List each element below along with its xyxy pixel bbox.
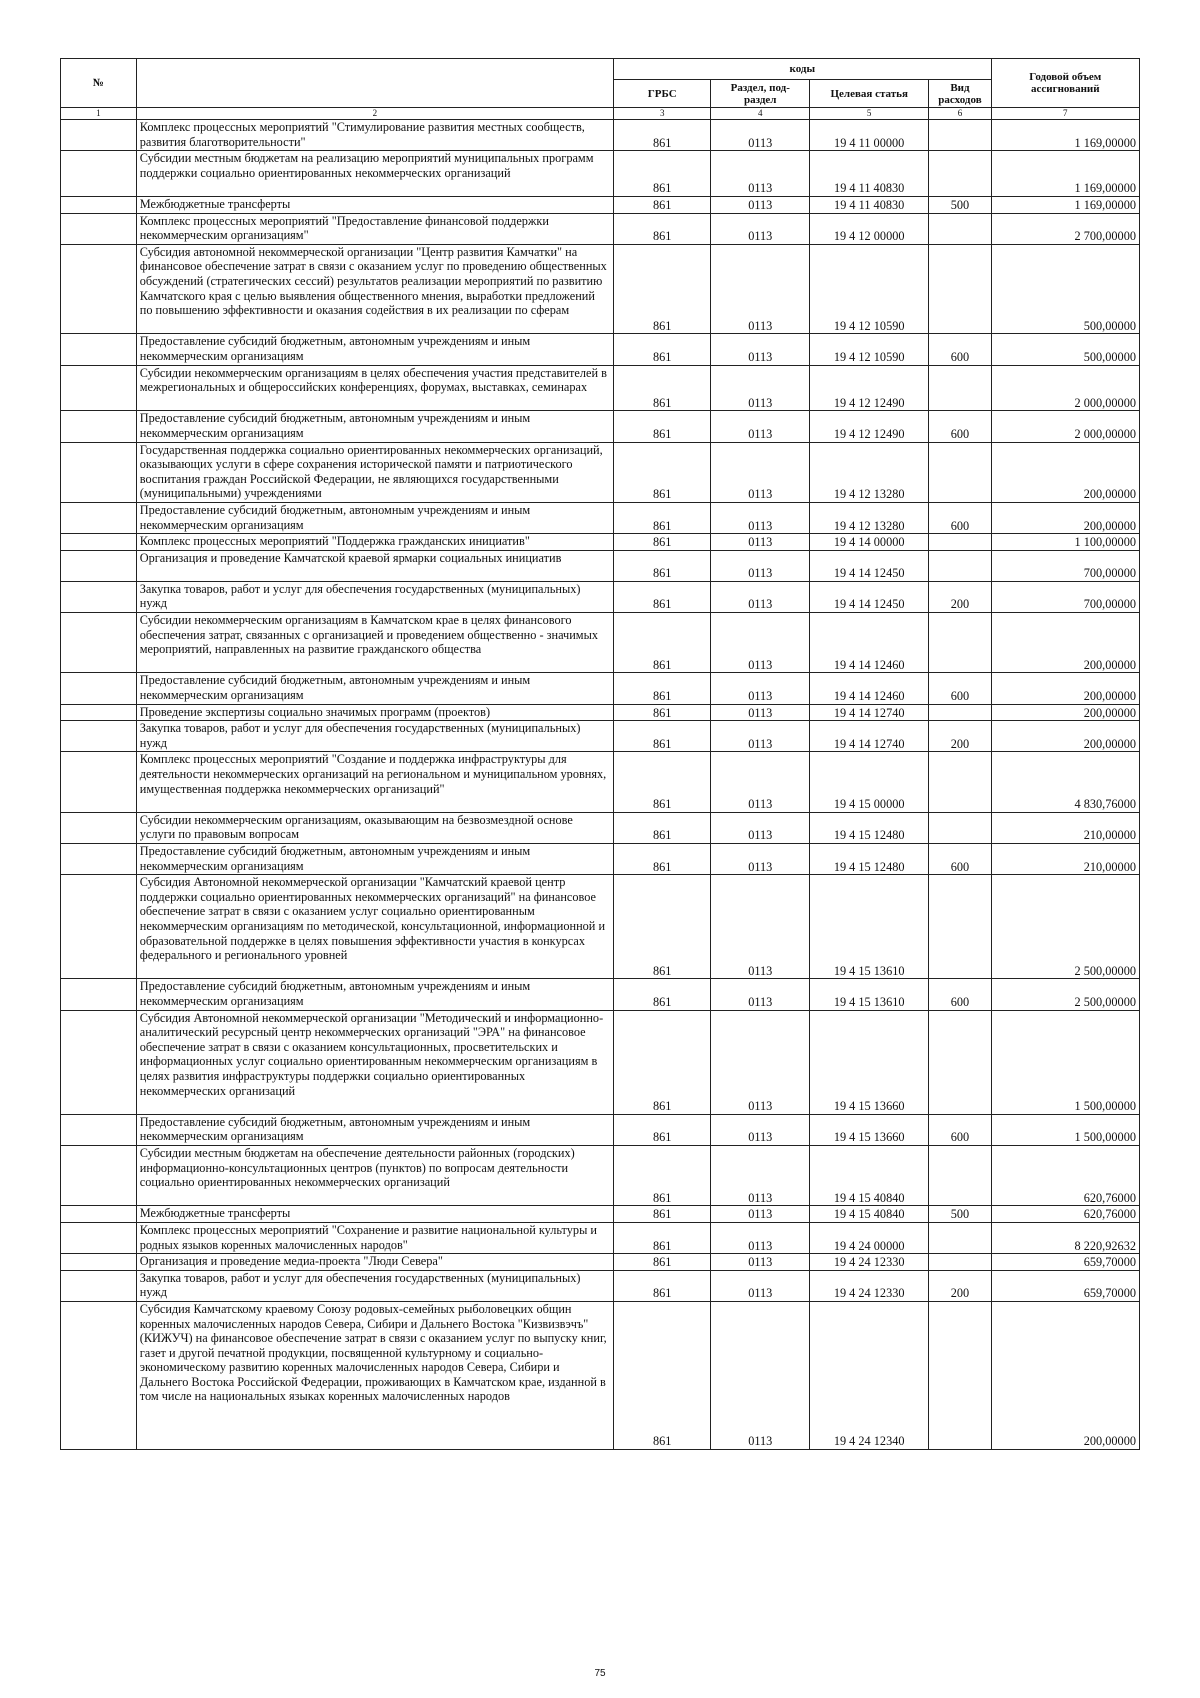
section-code-cell: 0113 (711, 151, 810, 197)
expense-type-cell (929, 442, 991, 502)
table-row (61, 875, 1140, 979)
section-code-cell: 0113 (711, 442, 810, 502)
row-number-cell (61, 334, 137, 365)
target-code-cell: 19 4 15 40840 (810, 1145, 929, 1205)
section-code-cell: 0113 (711, 1206, 810, 1223)
expense-type-cell (929, 244, 991, 334)
table-row (61, 1270, 1140, 1301)
target-code-cell: 19 4 11 00000 (810, 120, 929, 151)
header-section: Раздел, под-раздел (711, 80, 810, 108)
section-code-cell: 0113 (711, 1222, 810, 1253)
table-row (61, 1010, 1140, 1114)
grbs-code-cell: 861 (613, 1010, 711, 1114)
grbs-code-cell: 861 (613, 979, 711, 1010)
target-code-cell: 19 4 14 12460 (810, 673, 929, 704)
grbs-code-cell: 861 (613, 673, 711, 704)
expense-type-cell: 500 (929, 196, 991, 213)
table-row (61, 1222, 1140, 1253)
row-name-cell: Закупка товаров, работ и услуг для обеспечения государственных (муниципальных) нужд (136, 721, 613, 752)
column-number: 4 (711, 108, 810, 120)
target-code-cell: 19 4 14 12450 (810, 550, 929, 581)
row-name-cell: Межбюджетные трансферты (136, 1206, 613, 1223)
target-code-cell: 19 4 12 13280 (810, 502, 929, 533)
expense-type-cell: 200 (929, 581, 991, 612)
amount-cell: 210,00000 (991, 844, 1139, 875)
amount-cell: 200,00000 (991, 704, 1139, 721)
section-code-cell: 0113 (711, 244, 810, 334)
amount-cell: 1 169,00000 (991, 120, 1139, 151)
table-row (61, 752, 1140, 812)
section-code-cell: 0113 (711, 213, 810, 244)
expense-type-cell: 600 (929, 844, 991, 875)
target-code-cell: 19 4 15 00000 (810, 752, 929, 812)
amount-cell: 200,00000 (991, 613, 1139, 673)
row-name-cell: Предоставление субсидий бюджетным, автономным учреждениям и иным некоммерческим организациям (136, 334, 613, 365)
table-row (61, 550, 1140, 581)
page-number: 75 (594, 1668, 606, 1679)
section-code-cell: 0113 (711, 334, 810, 365)
row-number-cell (61, 1301, 137, 1449)
column-number: 1 (61, 108, 137, 120)
grbs-code-cell: 861 (613, 812, 711, 843)
grbs-code-cell: 861 (613, 613, 711, 673)
amount-cell: 620,76000 (991, 1145, 1139, 1205)
row-name-cell: Государственная поддержка социально ориентированных некоммерческих организаций, оказывающих услуги в сфере сохранения исторической памяти и патриотического воспитания граждан Российской Федерации, не являющихся государственными (муниципальными) учреждениями (136, 442, 613, 502)
row-number-cell (61, 365, 137, 411)
row-number-cell (61, 613, 137, 673)
target-code-cell: 19 4 12 12490 (810, 365, 929, 411)
row-name-cell: Субсидия автономной некоммерческой организации "Центр развития Камчатки" на финансовое обеспечение затрат в связи с оказанием услуг по проведению общественных обсуждений (стратегических сессий) результатов реализации мероприятий по развитию Камчатского края с целью выявления общественного мнения, выработки предложений по повышению эффективности и оказания содействия в их реализации по сферам (136, 244, 613, 334)
amount-cell: 200,00000 (991, 502, 1139, 533)
budget-table (60, 58, 1140, 1450)
amount-cell: 2 500,00000 (991, 979, 1139, 1010)
column-number: 5 (810, 108, 929, 120)
grbs-code-cell: 861 (613, 581, 711, 612)
row-number-cell (61, 752, 137, 812)
amount-cell: 1 500,00000 (991, 1114, 1139, 1145)
grbs-code-cell: 861 (613, 704, 711, 721)
amount-cell: 8 220,92632 (991, 1222, 1139, 1253)
target-code-cell: 19 4 15 13610 (810, 875, 929, 979)
row-number-cell (61, 1145, 137, 1205)
section-code-cell: 0113 (711, 1145, 810, 1205)
section-code-cell: 0113 (711, 1010, 810, 1114)
table-row (61, 844, 1140, 875)
target-code-cell: 19 4 24 12330 (810, 1270, 929, 1301)
grbs-code-cell: 861 (613, 244, 711, 334)
amount-cell: 1 500,00000 (991, 1010, 1139, 1114)
expense-type-cell: 600 (929, 979, 991, 1010)
grbs-code-cell: 861 (613, 550, 711, 581)
row-name-cell: Предоставление субсидий бюджетным, автономным учреждениям и иным некоммерческим организациям (136, 502, 613, 533)
section-code-cell: 0113 (711, 1270, 810, 1301)
row-number-cell (61, 213, 137, 244)
header-grbs: ГРБС (613, 80, 711, 108)
grbs-code-cell: 861 (613, 411, 711, 442)
row-number-cell (61, 979, 137, 1010)
row-number-cell (61, 196, 137, 213)
amount-cell: 200,00000 (991, 721, 1139, 752)
table-row (61, 673, 1140, 704)
grbs-code-cell: 861 (613, 213, 711, 244)
table-row (61, 534, 1140, 551)
column-number: 2 (136, 108, 613, 120)
row-name-cell: Субсидии некоммерческим организациям, оказывающим на безвозмездной основе услуги по правовым вопросам (136, 812, 613, 843)
target-code-cell: 19 4 24 12340 (810, 1301, 929, 1449)
target-code-cell: 19 4 12 10590 (810, 244, 929, 334)
column-number-row (61, 108, 1140, 120)
section-code-cell: 0113 (711, 534, 810, 551)
target-code-cell: 19 4 12 00000 (810, 213, 929, 244)
row-number-cell (61, 1222, 137, 1253)
row-name-cell: Субсидия Автономной некоммерческой организации "Методический и информационно-аналитический ресурсный центр некоммерческих организаций "ЭРА" на финансовое обеспечение затрат в связи с оказанием консультационных, просветительских и информационных услуг социально ориентированным некоммерческим организациям в целях развития инфраструктуры поддержки социально ориентированных некоммерческих организаций (136, 1010, 613, 1114)
amount-cell: 620,76000 (991, 1206, 1139, 1223)
table-row (61, 120, 1140, 151)
section-code-cell: 0113 (711, 581, 810, 612)
section-code-cell: 0113 (711, 120, 810, 151)
target-code-cell: 19 4 12 12490 (810, 411, 929, 442)
grbs-code-cell: 861 (613, 875, 711, 979)
grbs-code-cell: 861 (613, 1222, 711, 1253)
row-name-cell: Предоставление субсидий бюджетным, автономным учреждениям и иным некоммерческим организациям (136, 844, 613, 875)
row-name-cell: Субсидии некоммерческим организациям в Камчатском крае в целях финансового обеспечения затрат, связанных с организацией и проведением общественно - значимых мероприятий, направленных на развитие гражданского общества (136, 613, 613, 673)
row-number-cell (61, 550, 137, 581)
expense-type-cell (929, 534, 991, 551)
header-type: Вид расходов (929, 80, 991, 108)
section-code-cell: 0113 (711, 502, 810, 533)
row-number-cell (61, 1270, 137, 1301)
table-row (61, 365, 1140, 411)
table-row (61, 151, 1140, 197)
expense-type-cell: 600 (929, 1114, 991, 1145)
row-number-cell (61, 1114, 137, 1145)
expense-type-cell: 600 (929, 673, 991, 704)
row-number-cell (61, 1254, 137, 1271)
section-code-cell: 0113 (711, 1301, 810, 1449)
section-code-cell: 0113 (711, 812, 810, 843)
row-name-cell: Комплекс процессных мероприятий "Предоставление финансовой поддержки некоммерческим организациям" (136, 213, 613, 244)
expense-type-cell (929, 752, 991, 812)
target-code-cell: 19 4 14 00000 (810, 534, 929, 551)
section-code-cell: 0113 (711, 1254, 810, 1271)
target-code-cell: 19 4 14 12450 (810, 581, 929, 612)
table-row (61, 812, 1140, 843)
row-name-cell: Субсидии местным бюджетам на обеспечение деятельности районных (городских) информационно-консультационных центров (пунктов) по вопросам деятельности социально ориентированных некоммерческих организаций (136, 1145, 613, 1205)
expense-type-cell: 600 (929, 334, 991, 365)
table-row (61, 213, 1140, 244)
header-target: Целевая статья (810, 80, 929, 108)
row-number-cell (61, 875, 137, 979)
table-row (61, 979, 1140, 1010)
expense-type-cell (929, 812, 991, 843)
table-row (61, 334, 1140, 365)
expense-type-cell (929, 550, 991, 581)
grbs-code-cell: 861 (613, 1270, 711, 1301)
grbs-code-cell: 861 (613, 365, 711, 411)
grbs-code-cell: 861 (613, 1301, 711, 1449)
grbs-code-cell: 861 (613, 502, 711, 533)
header-amount: Годовой объем ассигнований (991, 59, 1139, 108)
row-number-cell (61, 1010, 137, 1114)
section-code-cell: 0113 (711, 752, 810, 812)
amount-cell: 500,00000 (991, 244, 1139, 334)
expense-type-cell: 200 (929, 721, 991, 752)
table-row (61, 442, 1140, 502)
row-number-cell (61, 844, 137, 875)
amount-cell: 200,00000 (991, 673, 1139, 704)
row-name-cell: Комплекс процессных мероприятий "Поддержка гражданских инициатив" (136, 534, 613, 551)
row-number-cell (61, 411, 137, 442)
row-number-cell (61, 442, 137, 502)
grbs-code-cell: 861 (613, 1114, 711, 1145)
expense-type-cell (929, 365, 991, 411)
target-code-cell: 19 4 24 12330 (810, 1254, 929, 1271)
table-body (61, 120, 1140, 1450)
section-code-cell: 0113 (711, 613, 810, 673)
target-code-cell: 19 4 11 40830 (810, 196, 929, 213)
row-name-cell: Субсидии некоммерческим организациям в целях обеспечения участия представителей в межрегиональных и общероссийских конференциях, форумах, выставках, семинарах (136, 365, 613, 411)
expense-type-cell (929, 120, 991, 151)
table-row (61, 1145, 1140, 1205)
row-name-cell: Субсидии местным бюджетам на реализацию мероприятий муниципальных программ поддержки социально ориентированных некоммерческих организаций (136, 151, 613, 197)
row-number-cell (61, 534, 137, 551)
header-codes: коды (613, 59, 991, 80)
table-row (61, 1254, 1140, 1271)
grbs-code-cell: 861 (613, 721, 711, 752)
row-name-cell: Комплекс процессных мероприятий "Создание и поддержка инфраструктуры для деятельности некоммерческих организаций на региональном и муниципальном уровнях, имущественная поддержка некоммерческих организаций" (136, 752, 613, 812)
row-number-cell (61, 581, 137, 612)
table-row (61, 721, 1140, 752)
row-name-cell: Предоставление субсидий бюджетным, автономным учреждениям и иным некоммерческим организациям (136, 411, 613, 442)
grbs-code-cell: 861 (613, 1145, 711, 1205)
row-name-cell: Предоставление субсидий бюджетным, автономным учреждениям и иным некоммерческим организациям (136, 979, 613, 1010)
amount-cell: 500,00000 (991, 334, 1139, 365)
target-code-cell: 19 4 14 12460 (810, 613, 929, 673)
expense-type-cell (929, 1301, 991, 1449)
table-row (61, 613, 1140, 673)
section-code-cell: 0113 (711, 673, 810, 704)
amount-cell: 1 169,00000 (991, 196, 1139, 213)
expense-type-cell (929, 875, 991, 979)
section-code-cell: 0113 (711, 365, 810, 411)
grbs-code-cell: 861 (613, 442, 711, 502)
amount-cell: 200,00000 (991, 442, 1139, 502)
target-code-cell: 19 4 15 13660 (810, 1010, 929, 1114)
row-number-cell (61, 1206, 137, 1223)
amount-cell: 2 700,00000 (991, 213, 1139, 244)
target-code-cell: 19 4 12 10590 (810, 334, 929, 365)
row-name-cell: Предоставление субсидий бюджетным, автономным учреждениям и иным некоммерческим организациям (136, 673, 613, 704)
section-code-cell: 0113 (711, 844, 810, 875)
amount-cell: 1 169,00000 (991, 151, 1139, 197)
table-row (61, 196, 1140, 213)
column-number: 6 (929, 108, 991, 120)
grbs-code-cell: 861 (613, 334, 711, 365)
grbs-code-cell: 861 (613, 196, 711, 213)
expense-type-cell: 200 (929, 1270, 991, 1301)
row-number-cell (61, 812, 137, 843)
target-code-cell: 19 4 14 12740 (810, 721, 929, 752)
expense-type-cell (929, 704, 991, 721)
amount-cell: 200,00000 (991, 1301, 1139, 1449)
expense-type-cell: 600 (929, 502, 991, 533)
grbs-code-cell: 861 (613, 151, 711, 197)
amount-cell: 2 000,00000 (991, 411, 1139, 442)
amount-cell: 659,70000 (991, 1270, 1139, 1301)
row-number-cell (61, 120, 137, 151)
column-number: 3 (613, 108, 711, 120)
row-name-cell: Организация и проведение Камчатской краевой ярмарки социальных инициатив (136, 550, 613, 581)
target-code-cell: 19 4 24 00000 (810, 1222, 929, 1253)
row-name-cell: Комплекс процессных мероприятий "Сохранение и развитие национальной культуры и родных языков коренных малочисленных народов" (136, 1222, 613, 1253)
table-row (61, 411, 1140, 442)
grbs-code-cell: 861 (613, 534, 711, 551)
row-name-cell: Проведение экспертизы социально значимых программ (проектов) (136, 704, 613, 721)
amount-cell: 659,70000 (991, 1254, 1139, 1271)
expense-type-cell (929, 1010, 991, 1114)
expense-type-cell (929, 151, 991, 197)
target-code-cell: 19 4 15 12480 (810, 844, 929, 875)
section-code-cell: 0113 (711, 721, 810, 752)
row-name-cell: Предоставление субсидий бюджетным, автономным учреждениям и иным некоммерческим организациям (136, 1114, 613, 1145)
amount-cell: 210,00000 (991, 812, 1139, 843)
expense-type-cell (929, 1222, 991, 1253)
section-code-cell: 0113 (711, 704, 810, 721)
amount-cell: 4 830,76000 (991, 752, 1139, 812)
target-code-cell: 19 4 14 12740 (810, 704, 929, 721)
section-code-cell: 0113 (711, 875, 810, 979)
header-no: № (61, 59, 137, 108)
row-number-cell (61, 244, 137, 334)
amount-cell: 700,00000 (991, 550, 1139, 581)
section-code-cell: 0113 (711, 411, 810, 442)
row-number-cell (61, 673, 137, 704)
expense-type-cell (929, 213, 991, 244)
table-row (61, 1301, 1140, 1449)
section-code-cell: 0113 (711, 196, 810, 213)
amount-cell: 2 000,00000 (991, 365, 1139, 411)
expense-type-cell: 500 (929, 1206, 991, 1223)
table-row (61, 1114, 1140, 1145)
header-name (136, 59, 613, 108)
grbs-code-cell: 861 (613, 1206, 711, 1223)
table-row (61, 244, 1140, 334)
column-number: 7 (991, 108, 1139, 120)
grbs-code-cell: 861 (613, 1254, 711, 1271)
row-name-cell: Закупка товаров, работ и услуг для обеспечения государственных (муниципальных) нужд (136, 1270, 613, 1301)
section-code-cell: 0113 (711, 550, 810, 581)
expense-type-cell: 600 (929, 411, 991, 442)
grbs-code-cell: 861 (613, 844, 711, 875)
target-code-cell: 19 4 15 12480 (810, 812, 929, 843)
expense-type-cell (929, 1145, 991, 1205)
row-name-cell: Межбюджетные трансферты (136, 196, 613, 213)
row-number-cell (61, 704, 137, 721)
amount-cell: 700,00000 (991, 581, 1139, 612)
row-number-cell (61, 721, 137, 752)
section-code-cell: 0113 (711, 979, 810, 1010)
target-code-cell: 19 4 15 40840 (810, 1206, 929, 1223)
expense-type-cell (929, 613, 991, 673)
target-code-cell: 19 4 11 40830 (810, 151, 929, 197)
row-number-cell (61, 502, 137, 533)
row-name-cell: Организация и проведение медиа-проекта "Люди Севера" (136, 1254, 613, 1271)
target-code-cell: 19 4 15 13660 (810, 1114, 929, 1145)
row-name-cell: Комплекс процессных мероприятий "Стимулирование развития местных сообществ, развития благотворительности" (136, 120, 613, 151)
table-row (61, 502, 1140, 533)
expense-type-cell (929, 1254, 991, 1271)
amount-cell: 2 500,00000 (991, 875, 1139, 979)
amount-cell: 1 100,00000 (991, 534, 1139, 551)
row-name-cell: Субсидия Камчатскому краевому Союзу родовых-семейных рыболовецких общин коренных малочисленных народов Севера, Сибири и Дальнего Востока "Кизвизвэчъ" (КИЖУЧ) на финансовое обеспечение затрат в связи с оказанием услуг по выпуску книг, газет и другой печатной продукции, посвященной культурному и социально-экономическому развитию коренных малочисленных народов Севера, Сибири и Дальнего Востока Российской Федерации, проживающих в Камчатском крае, изданной в том числе на национальных языках коренных малочисленных народов (136, 1301, 613, 1449)
table-row (61, 1206, 1140, 1223)
section-code-cell: 0113 (711, 1114, 810, 1145)
grbs-code-cell: 861 (613, 120, 711, 151)
table-row (61, 581, 1140, 612)
row-number-cell (61, 151, 137, 197)
grbs-code-cell: 861 (613, 752, 711, 812)
row-name-cell: Закупка товаров, работ и услуг для обеспечения государственных (муниципальных) нужд (136, 581, 613, 612)
target-code-cell: 19 4 15 13610 (810, 979, 929, 1010)
target-code-cell: 19 4 12 13280 (810, 442, 929, 502)
table-row (61, 704, 1140, 721)
budget-table-page (60, 58, 1140, 1450)
row-name-cell: Субсидия Автономной некоммерческой организации "Камчатский краевой центр поддержки социально ориентированных некоммерческих организаций" на финансовое обеспечение затрат в связи с оказанием услуг социально ориентированным некоммерческим организациям по методической, консультационной, информационной и образовательной поддержке в целях повышения эффективности участия в конкурсах федерального и регионального уровней (136, 875, 613, 979)
